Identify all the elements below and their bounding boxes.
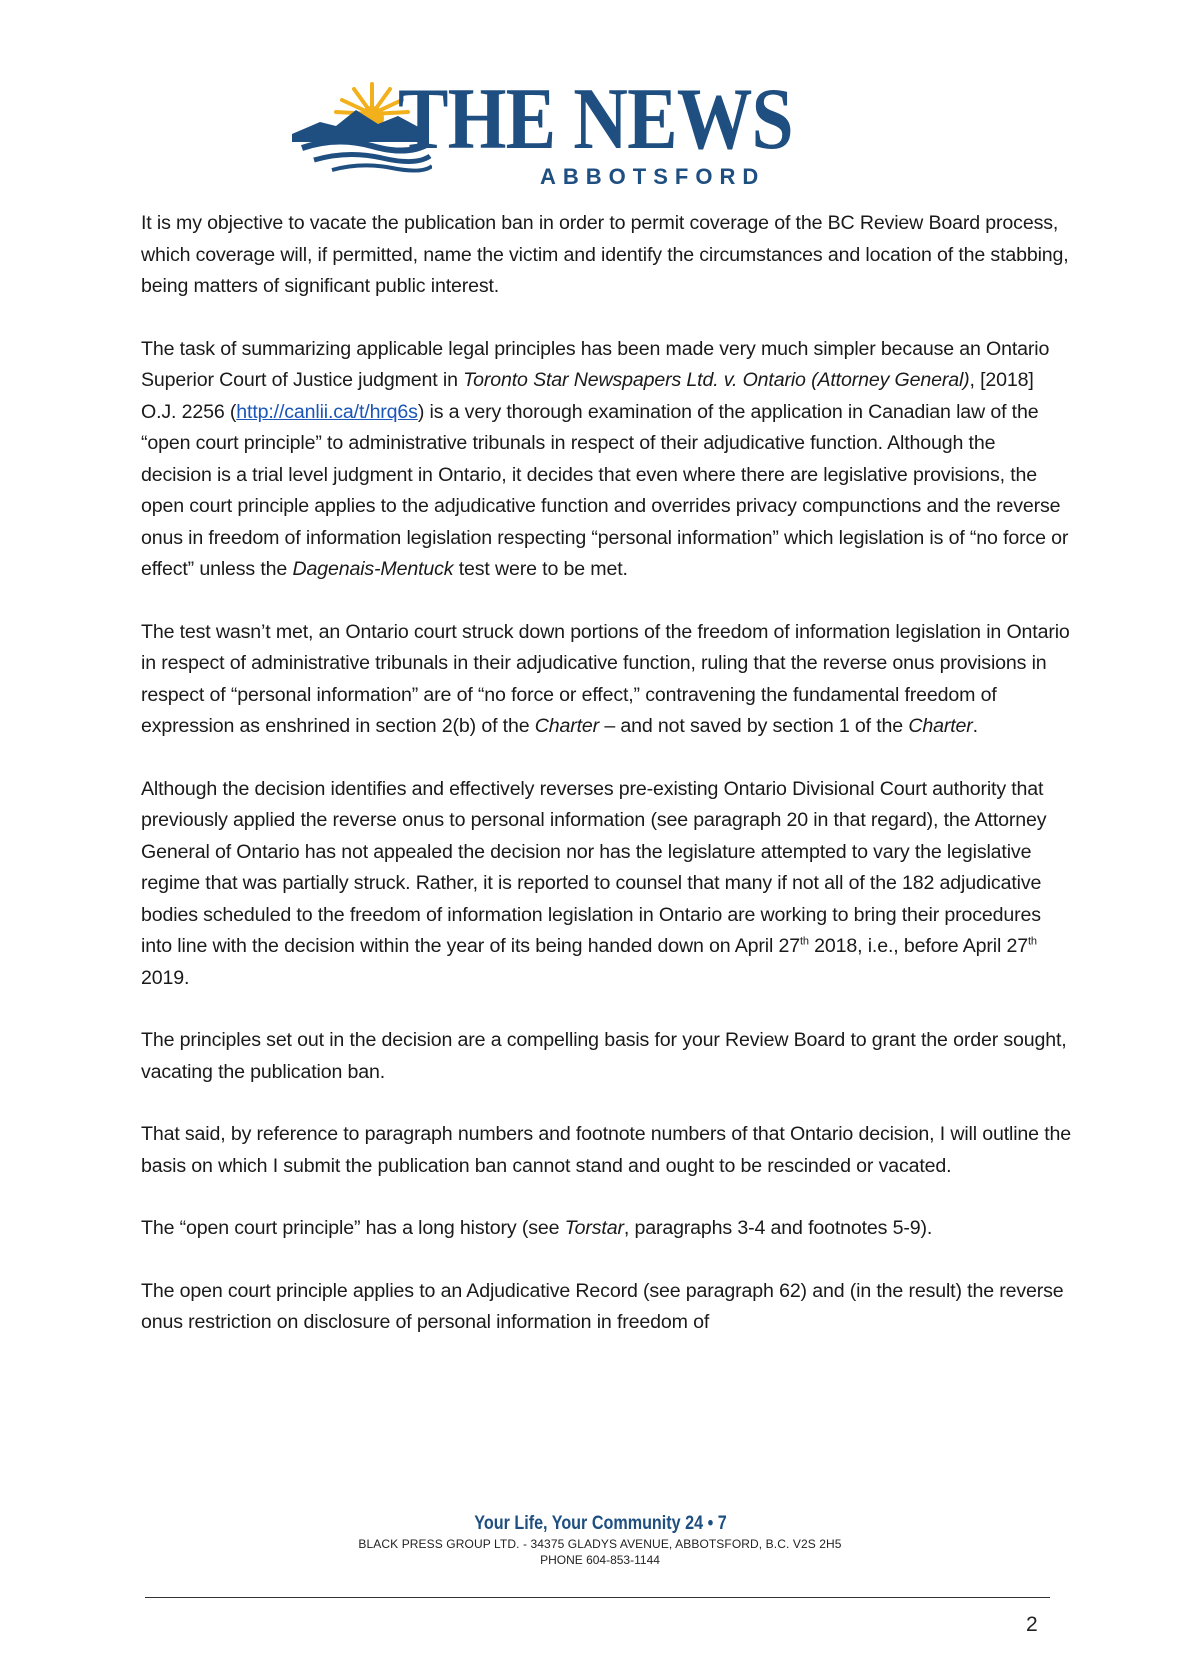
letter-body xyxy=(141,208,1071,1370)
body-paragraph xyxy=(141,1213,1071,1245)
italic-text: Charter xyxy=(534,715,600,737)
ordinal-superscript: th xyxy=(1027,935,1037,948)
ordinal-superscript: th xyxy=(799,935,809,948)
footer-phone: PHONE 604-853-1144 xyxy=(540,1553,660,1567)
masthead-subtitle: ABBOTSFORD xyxy=(540,164,766,189)
paragraph-text: test were to be met. xyxy=(453,558,628,580)
paragraph-text: 2018, i.e., before April 27 xyxy=(808,935,1028,957)
body-paragraph xyxy=(141,774,1071,995)
paragraph-text: ) is a very thorough examination of the application in Canadian law of the “open court principle” to administrative tribunals in respect of their adjudicative function. Although the decision is a trial level judgment in Ontario, it decides that even where there are legislative provisions, the open court principle applies to the adjudicative function and overrides privacy compunctions and the reverse onus in freedom of information legislation respecting “personal information” which legislation is of “no force or effect” unless the xyxy=(141,400,1069,580)
footer-tagline: Your Life, Your Community 24 • 7 xyxy=(473,1513,727,1534)
paragraph-text: The open court principle applies to an Adjudicative Record (see paragraph 62) and (in the result) the reverse onus restriction on disclosure of personal information in freedom of xyxy=(141,1279,1064,1333)
footer-divider xyxy=(145,1597,1050,1598)
paragraph-text: The task of summarizing applicable legal principles has been made very much simpler because an Ontario Superior Court of Justice judgment in xyxy=(141,337,1050,391)
paragraph-text: That said, by reference to paragraph numbers and footnote numbers of that Ontario decision, I will outline the basis on which I submit the publication ban cannot stand and ought to be rescinded or vacated. xyxy=(141,1123,1071,1177)
body-paragraph xyxy=(141,1025,1071,1088)
footer-address: BLACK PRESS GROUP LTD. - 34375 GLADYS AVENUE, ABBOTSFORD, B.C. V2S 2H5 xyxy=(358,1537,842,1551)
paragraph-text: It is my objective to vacate the publication ban in order to permit coverage of the BC Review Board process, which coverage will, if permitted, name the victim and identify the circumstances and location of the stabbing, being matters of significant public interest. xyxy=(141,212,1069,297)
paragraph-text: The “open court principle” has a long history (see xyxy=(141,1217,565,1239)
paragraph-text: The principles set out in the decision are a compelling basis for your Review Board to grant the order sought, vacating the publication ban. xyxy=(141,1029,1067,1083)
paragraph-text: . xyxy=(972,715,978,737)
paragraph-text: – and not saved by section 1 of the xyxy=(599,715,909,737)
page-number: 2 xyxy=(1026,1613,1038,1636)
italic-text: Dagenais-Mentuck xyxy=(292,558,454,580)
italic-text: Toronto Star Newspapers Ltd. v. Ontario (Attorney General) xyxy=(463,369,970,391)
body-paragraph xyxy=(141,617,1071,743)
footer xyxy=(0,1513,1200,1567)
paragraph-text: , paragraphs 3-4 and footnotes 5-9). xyxy=(623,1217,933,1239)
masthead-title: THE NEWS xyxy=(398,71,793,168)
body-paragraph xyxy=(141,208,1071,303)
paragraph-text: 2019. xyxy=(141,966,190,989)
body-paragraph xyxy=(141,1119,1071,1182)
italic-text: Charter xyxy=(908,715,973,737)
paragraph-text: Although the decision identifies and effectively reverses pre-existing Ontario Divisional Court authority that previously applied the reverse onus to personal information (see paragraph 20 in that regard), the Attorney General of Ontario has not appealed the decision nor has the legislature attempted to vary the legislative regime that was partially struck. Rather, it is reported to counsel that many if not all of the 182 adjudicative bodies scheduled to the freedom of information legislation in Ontario are working to bring their procedures into line with the decision within the year of its being handed down on April 27 xyxy=(141,777,1047,957)
body-paragraph xyxy=(141,334,1071,586)
paragraph-text: The test wasn’t met, an Ontario court struck down portions of the freedom of information legislation in Ontario in respect of administrative tribunals in their adjudicative function, ruling that the reverse onus provisions in respect of “personal information” are of “no force or effect,” contravening the fundamental freedom of expression as enshrined in section 2(b) of the xyxy=(141,620,1070,737)
italic-text: Torstar xyxy=(564,1217,624,1239)
canlii-link[interactable]: http://canlii.ca/t/hrq6s xyxy=(236,400,418,423)
paragraph-text: , [2018] O.J. 2256 ( xyxy=(141,369,1034,423)
masthead xyxy=(300,72,900,192)
body-paragraph xyxy=(141,1276,1071,1339)
